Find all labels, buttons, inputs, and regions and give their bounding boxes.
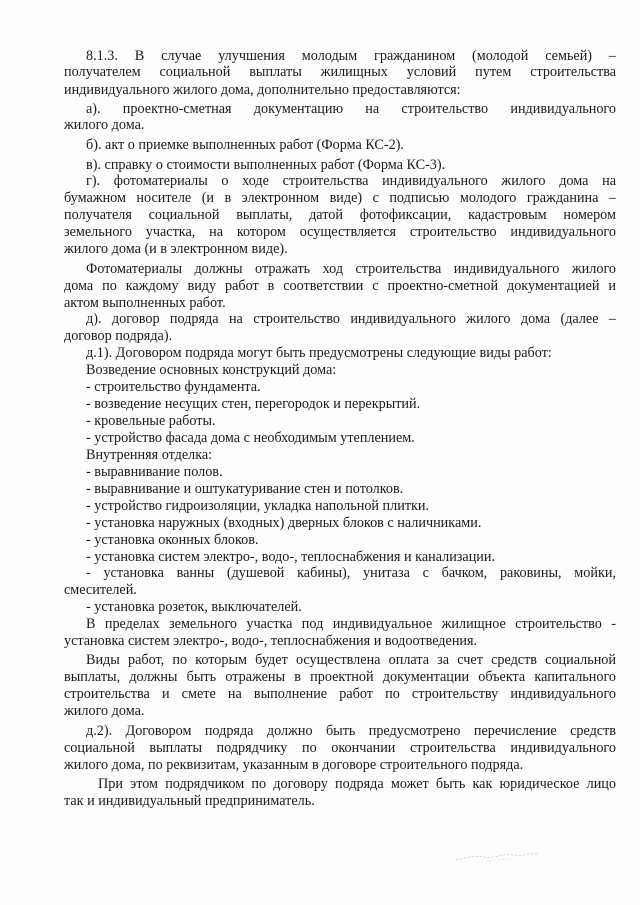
text-line: д.2). Договором подряда должно быть предусмотрено перечисление средств [86, 723, 616, 739]
text-line: д). договор подряда на строительство индивидуального жилого дома (далее – [86, 311, 616, 327]
text-line: Виды работ, по которым будет осуществлена оплата за счет средств социальной [86, 652, 616, 668]
text-line: б). акт о приемке выполненных работ (Форма КС-2). [86, 137, 404, 153]
text-line: социальной выплаты подрядчику по окончании строительства индивидуального [64, 740, 616, 756]
text-line: Возведение основных конструкций дома: [86, 362, 337, 378]
text-line: бумажном носителе (и в электронном виде) с подписью молодого гражданина – [64, 190, 616, 206]
text-line: так и индивидуальный предприниматель. [64, 793, 315, 809]
scan-smudge-mark [452, 846, 542, 866]
text-line: жилого дома. [64, 117, 145, 133]
text-line: актом выполненных работ. [64, 295, 226, 311]
text-line: 8.1.3. В случае улучшения молодым гражданином (молодой семьей) – [86, 48, 616, 64]
text-line: Внутренняя отделка: [86, 447, 213, 463]
text-line: д.1). Договором подряда могут быть предусмотрены следующие виды работ: [86, 345, 552, 361]
text-line: - возведение несущих стен, перегородок и перекрытий. [86, 396, 421, 412]
text-line: - установка оконных блоков. [86, 532, 259, 548]
text-line: - кровельные работы. [86, 413, 216, 429]
text-line: - строительство фундамента. [86, 379, 261, 395]
text-line: смесителей. [64, 582, 137, 598]
text-line: - установка систем электро-, водо-, теплоснабжения и канализации. [86, 549, 496, 565]
text-line: В пределах земельного участка под индивидуальное жилищное строительство - [86, 616, 616, 632]
text-line: - выравнивание и оштукатуривание стен и потолков. [86, 481, 404, 497]
text-line: строительства и смете на выполнение работ по строительству индивидуального [64, 686, 616, 702]
text-line: дома по каждому виду работ в соответствии с проектно-сметной документацией и [64, 278, 616, 294]
text-line: получателем социальной выплаты жилищных условий путем строительства [64, 64, 616, 80]
text-line: выплаты, должны быть отражены в проектной документации объекта капитального [64, 669, 616, 685]
text-line: жилого дома. [64, 703, 145, 719]
text-line: получателя социальной выплаты, датой фотофиксации, кадастровым номером [64, 207, 616, 223]
text-line: договор подряда). [64, 328, 173, 344]
text-line: г). фотоматериалы о ходе строительства индивидуального жилого дома на [86, 173, 616, 189]
text-line: - установка ванны (душевой кабины), унитаза с бачком, раковины, мойки, [86, 565, 616, 581]
text-line: - устройство гидроизоляции, укладка напольной плитки. [86, 498, 430, 514]
text-line: - установка наружных (входных) дверных блоков с наличниками. [86, 515, 482, 531]
text-line: в). справку о стоимости выполненных работ (Форма КС-3). [86, 157, 446, 173]
text-line: - выравнивание полов. [86, 464, 223, 480]
text-line: жилого дома, по реквизитам, указанным в договоре строительного подряда. [64, 757, 524, 773]
text-line: - устройство фасада дома с необходимым утеплением. [86, 430, 415, 446]
text-line: - установка розеток, выключателей. [86, 599, 302, 615]
text-line: установка систем электро-, водо-, теплоснабжения и водоотведения. [64, 633, 478, 649]
text-line: земельного участка, на котором осуществляется строительство индивидуального [64, 224, 616, 240]
text-line: а). проектно-сметная документацию на строительство индивидуального [86, 101, 616, 117]
text-line: индивидуального жилого дома, дополнительно предоставляются: [64, 82, 461, 98]
text-line: При этом подрядчиком по договору подряда может быть как юридическое лицо [98, 776, 616, 792]
text-line: Фотоматериалы должны отражать ход строительства индивидуального жилого [86, 261, 616, 277]
text-line: жилого дома (и в электронном виде). [64, 241, 288, 257]
